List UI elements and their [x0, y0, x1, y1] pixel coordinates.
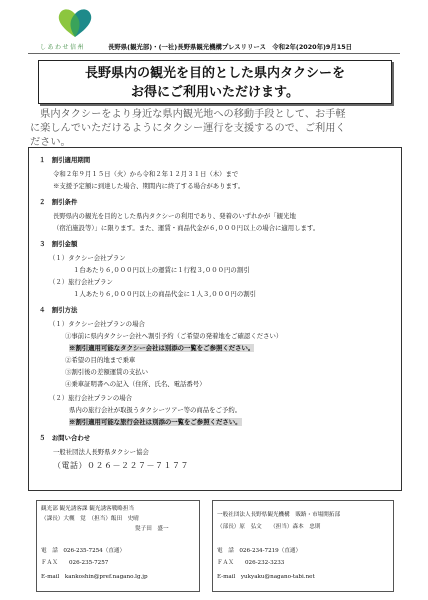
footer-left-dept: 観光部 観光誘客課 観光誘客戦略担当 — [41, 506, 135, 512]
footer-right-email: E-mail yukyaku@nagano-tabi.net — [217, 574, 315, 580]
footer-right-dept: 一般社団法人長野県観光機構 販路・市場開拓部 — [217, 512, 341, 518]
inquiry-org: 一般社団法人長野県タクシー協会 — [53, 448, 149, 456]
title-line-1: 長野県内の観光を目的とした県内タクシーを — [84, 66, 345, 81]
taxi-method-title: （１）タクシー会社プランの場合 — [49, 320, 145, 328]
travel-company-note: ※割引適用可能な旅行会社は別添の一覧をご参照ください。 — [69, 418, 242, 426]
intro-line: 県内タクシーをより身近な県内観光地への移動手段として、お手軽 — [30, 109, 346, 120]
footer-left-staff-2: 髪子田 盛一 — [135, 526, 169, 532]
press-release-line: 長野県(観光部)・(一社)長野県観光機構プレスリリース 令和2年(2020年)9月15日 — [108, 43, 353, 51]
section-2-title: ２ 割引条件 — [39, 198, 78, 206]
taxi-company-note: ※割引適用可能なタクシー会社は別添の一覧をご参照ください。 — [69, 344, 255, 352]
intro-line: に楽しんでいただけるようにタクシー運行を支援するので、ご利用く — [30, 123, 346, 134]
footer-right-fax: ＦＡＸ 026-232-3233 — [217, 560, 285, 566]
contact-box-tourism-org — [212, 500, 394, 592]
contact-box-prefecture — [36, 500, 200, 592]
taxi-method-step-4: ④乗車証明書への記入（住所、氏名、電話番号） — [65, 380, 206, 388]
travel-method-title: （２）旅行会社プランの場合 — [49, 394, 133, 402]
taxi-method-step-3: ③割引後の差額運賃の支払い — [65, 368, 149, 376]
taxi-method-step-2: ②希望の目的地まで乗車 — [65, 356, 136, 364]
section-1-title: １ 割引適用期間 — [39, 156, 91, 164]
intro-line: ださい。 — [30, 137, 71, 148]
details-box — [28, 147, 402, 491]
footer-right-phone: 電 話 026-234-7219（直通） — [217, 548, 302, 554]
inquiry-phone: （電話）０２６－２２７－７１７７ — [53, 461, 189, 470]
taxi-method-step-1: ①事前に県内タクシー会社へ割引予約（ご希望の発着地をご確認ください） — [65, 332, 283, 340]
title-line-2: お得にご利用いただけます。 — [131, 85, 299, 100]
intro-paragraph — [30, 108, 402, 150]
taxi-plan-title: （１）タクシー会社プラン — [49, 254, 126, 262]
title-box — [38, 60, 392, 104]
travel-method-text: 県内の旅行会社が取扱うタクシーツアー等の商品をご予約。 — [69, 406, 242, 414]
header-divider — [28, 53, 400, 54]
section-3-title: ３ 割引金額 — [39, 240, 78, 248]
condition-text-1: 長野県内の観光を目的とした県内タクシーの利用であり、発着のいずれかが「観光地 — [53, 212, 296, 220]
footer-left-email: E-mail kankoshin@pref.nagano.lg.jp — [41, 574, 148, 580]
period-note: ※支援予定額に到達した場合、期間内に終了する場合があります。 — [53, 182, 245, 190]
logo-text: しあわせ信州 — [40, 44, 86, 51]
condition-text-2: （宿泊施設等）」に限ります。また、運賃・商品代金が６,０００円以上の場合に適用します。 — [53, 224, 320, 232]
shinshu-heart-logo — [52, 6, 98, 38]
travel-plan-discount: １人あたり６,０００円以上の商品代金に１人３,０００円の割引 — [73, 290, 256, 298]
taxi-plan-discount: １台あたり６,０００円以上の運賃に１行程３,０００円の割引 — [73, 266, 250, 274]
footer-left-fax: ＦＡＸ 026-235-7257 — [41, 560, 109, 566]
section-4-title: ４ 割引方法 — [39, 306, 78, 314]
footer-left-phone: 電 話 026-235-7254（直通） — [41, 548, 126, 554]
section-5-title: ５ お問い合わせ — [39, 434, 91, 442]
footer-right-staff: （部長）原 弘文 （担当）森本 忠則 — [217, 524, 321, 530]
footer-left-staff: （課長）大槻 覚 （担当）飯田 史晴 — [41, 516, 139, 522]
travel-plan-title: （２）旅行会社プラン — [49, 278, 113, 286]
period-text: 令和２年９月１５日（火）から令和２年１２月３１日（木）まで — [53, 170, 239, 178]
